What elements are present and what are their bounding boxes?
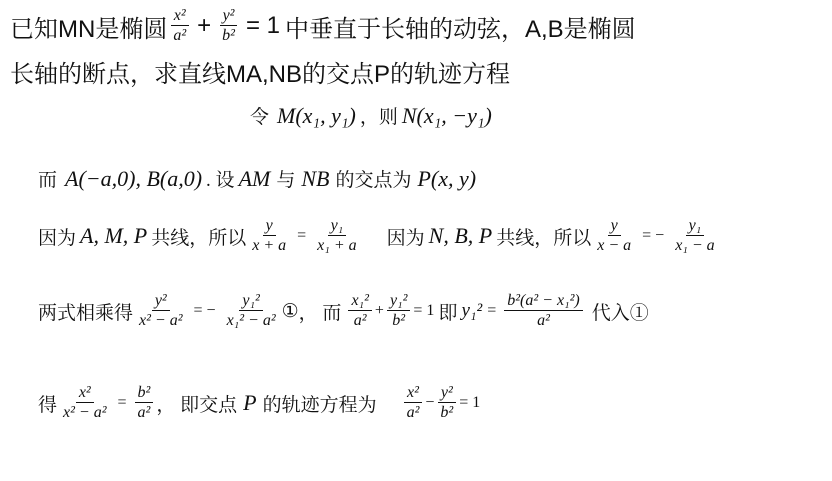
step5-p: P — [243, 390, 257, 415]
step2-text-b: . 设 — [206, 170, 235, 191]
ellipse-y2: y² — [220, 8, 238, 26]
step5-fraction-3 — [404, 385, 423, 421]
step3-f4-num: y₁ — [686, 218, 705, 236]
step4-fraction-5 — [504, 293, 583, 329]
step4-f4-den: b² — [392, 312, 406, 329]
step5-fraction-1 — [60, 385, 110, 421]
step3-text-c: 因为 — [386, 227, 425, 249]
step3-equals-neg: = − — [642, 227, 665, 244]
step2-text-a: 而 — [38, 170, 58, 191]
solution-step-2 — [38, 165, 476, 192]
step4-text-b: ， 而 — [298, 302, 342, 324]
step5-f4-num: y² — [438, 385, 456, 403]
step2-ab-points: A(−a,0), B(a,0) — [65, 165, 203, 191]
ellipse-fraction-y — [219, 8, 238, 44]
step2-nb: NB — [301, 165, 330, 191]
step4-fraction-4 — [387, 293, 410, 329]
step2-text-c: 与 — [276, 170, 296, 191]
step1-text-b: ，则 — [359, 107, 398, 128]
step5-f3-num: x² — [404, 385, 422, 403]
step4-y1sq: y₁² — [461, 300, 483, 321]
step4-fraction-3 — [348, 293, 371, 329]
step4-mark: ① — [281, 300, 299, 322]
problem-suffix: 中垂直于长轴的动弦，A,B是椭圆 — [284, 15, 636, 43]
step4-fraction-1 — [136, 293, 186, 329]
step5-f2-num: b² — [135, 385, 154, 403]
step5-text-a: 得 — [38, 394, 58, 416]
step3-nbp: N, B, P — [428, 223, 493, 248]
ellipse-a2: a² — [173, 27, 187, 44]
step4-f3-num: x₁² — [348, 293, 371, 311]
step4-equals-neg: = − — [193, 302, 216, 319]
step4-f5-den: a² — [537, 312, 550, 329]
step3-f3-den: x − a — [597, 237, 632, 254]
problem-line-2-text: 长轴的断点，求直线MA,NB的交点P的轨迹方程 — [10, 61, 511, 88]
step2-am: AM — [238, 165, 271, 191]
step5-f1-num: x² — [76, 385, 94, 403]
step3-text-d: 共线，所以 — [496, 227, 592, 249]
step3-text-a: 因为 — [38, 227, 77, 249]
problem-line-1 — [10, 8, 636, 44]
step3-fraction-1 — [249, 218, 289, 254]
step3-fraction-2 — [314, 218, 359, 254]
step3-f3-num: y — [608, 218, 621, 236]
step5-text-c: 的轨迹方程为 — [262, 394, 377, 416]
step3-f2-den: x₁ + a — [317, 237, 357, 254]
step3-amp: A, M, P — [80, 223, 148, 248]
step2-text-d: 的交点为 — [335, 170, 412, 191]
problem-prefix: 已知MN是椭圆 — [10, 15, 168, 43]
step1-text-a: 令 — [250, 107, 270, 128]
ellipse-fraction-x — [170, 8, 189, 44]
step5-f3-den: a² — [406, 404, 420, 421]
ellipse-b2: b² — [222, 27, 235, 44]
step4-text-a: 两式相乘得 — [38, 302, 134, 324]
step4-f5-num: b²(a² − x₁²) — [504, 293, 583, 311]
step3-fraction-4 — [672, 218, 717, 254]
step5-f4-den: b² — [440, 404, 454, 421]
ellipse-plus: + — [197, 12, 212, 39]
step3-equals: = — [297, 227, 307, 244]
step5-equals-one: = 1 — [459, 394, 481, 411]
step3-f1-den: x + a — [252, 237, 287, 254]
step4-plus: + — [374, 302, 384, 319]
solution-step-1 — [250, 102, 492, 129]
step4-f4-num: y₁² — [387, 293, 410, 311]
step2-p-point: P(x, y) — [417, 165, 477, 191]
step5-fraction-4 — [437, 385, 456, 421]
step4-f1-den: x² − a² — [139, 312, 183, 329]
step3-f4-den: x₁ − a — [675, 237, 715, 254]
step1-n-point: N(x₁, −y₁) — [401, 102, 492, 128]
step3-f2-num: y₁ — [328, 218, 347, 236]
step3-text-b: 共线，所以 — [151, 227, 247, 249]
step4-f3-den: a² — [353, 312, 367, 329]
step4-text-c: 即 — [438, 302, 458, 324]
step3-fraction-3 — [594, 218, 634, 254]
solution-step-5 — [38, 385, 480, 421]
step5-text-b: ， 即交点 — [156, 394, 238, 416]
solution-step-3 — [38, 218, 721, 254]
ellipse-equals: = 1 — [245, 12, 280, 39]
step5-f1-den: x² − a² — [63, 404, 107, 421]
solution-step-4 — [38, 293, 649, 329]
step4-equals: = — [487, 302, 497, 319]
step4-f2-den: x₁² − a² — [226, 312, 276, 329]
step5-minus: − — [425, 394, 435, 411]
step4-f1-num: y² — [152, 293, 170, 311]
step4-equals-one: = 1 — [413, 302, 435, 319]
step5-f2-den: a² — [137, 404, 151, 421]
step1-m-point: M(x₁, y₁) — [277, 102, 356, 128]
step4-fraction-2 — [224, 293, 279, 329]
step5-equals: = — [117, 394, 127, 411]
step4-f2-num: y₁² — [239, 293, 262, 311]
ellipse-x2: x² — [171, 8, 189, 26]
step3-f1-num: y — [263, 218, 276, 236]
step4-text-d: 代入① — [591, 302, 649, 324]
step5-fraction-2 — [135, 385, 154, 421]
problem-line-2 — [10, 54, 510, 89]
